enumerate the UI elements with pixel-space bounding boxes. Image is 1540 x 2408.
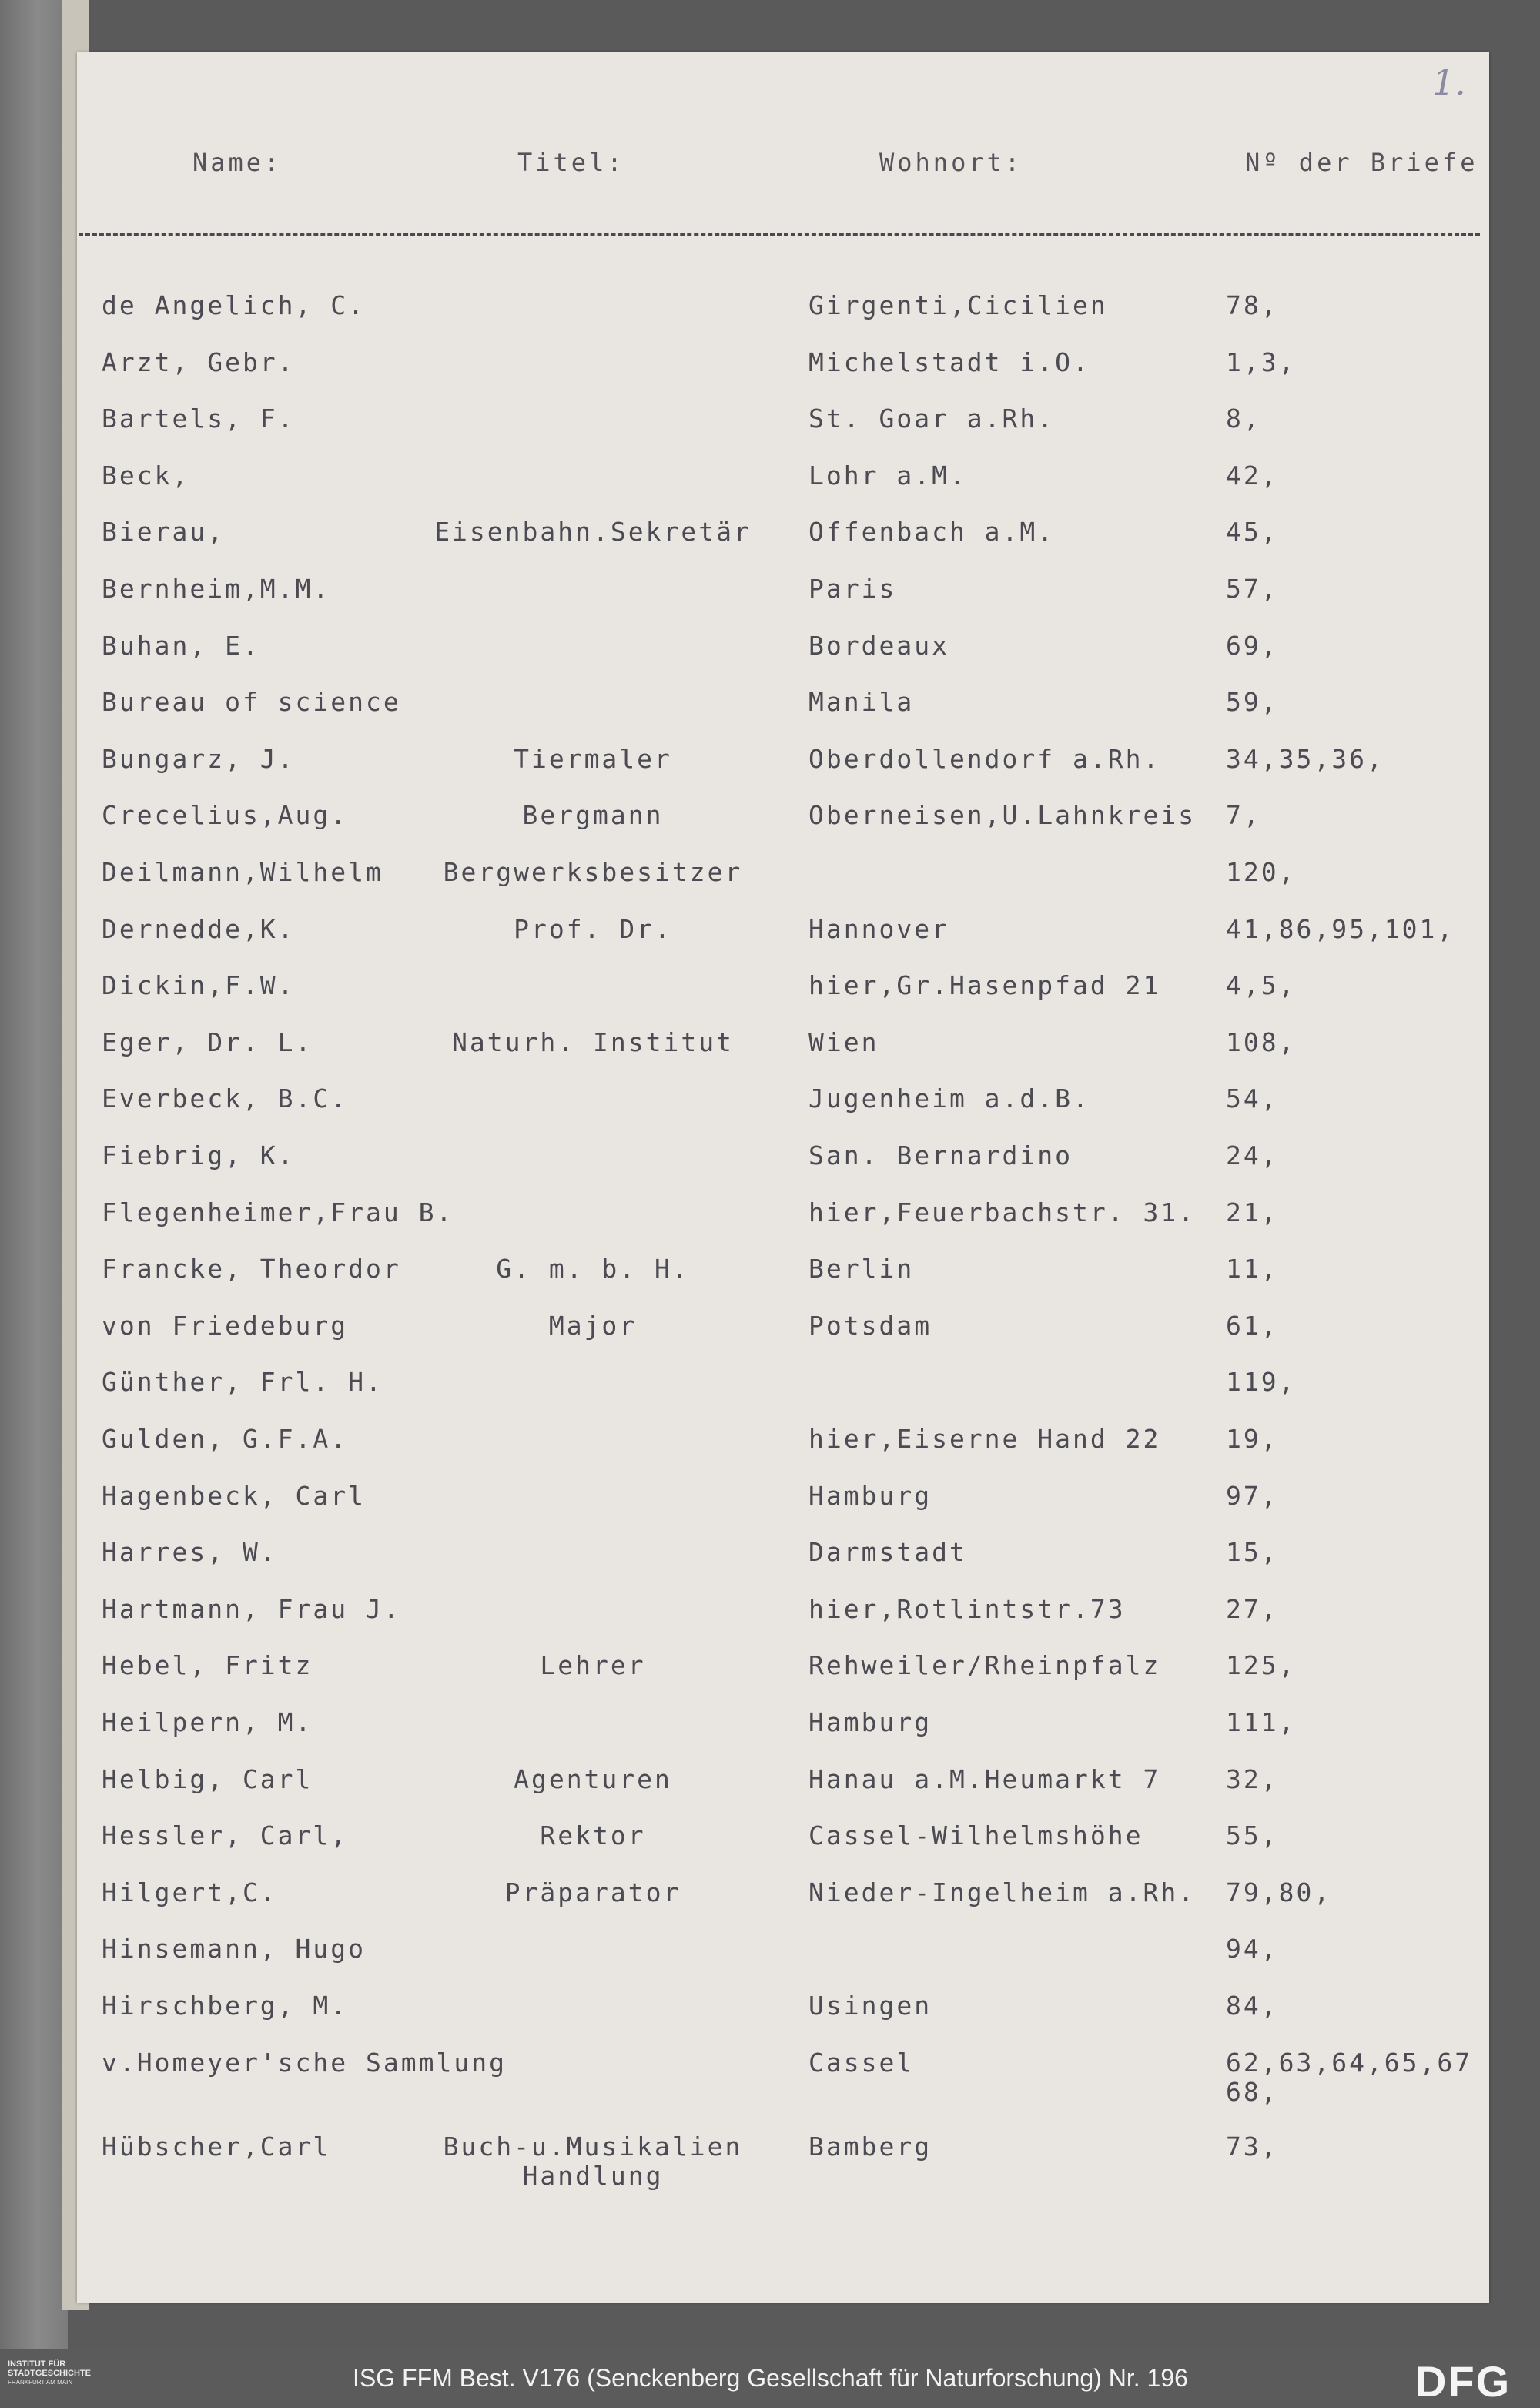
register-row — [0, 1991, 1540, 2048]
entry-name: Helbig, Carl — [102, 1764, 313, 1794]
header-rule — [79, 233, 1480, 236]
entry-letter-numbers: 78, — [1226, 290, 1279, 320]
entry-place: Offenbach a.M. — [808, 517, 1056, 547]
entry-place: Berlin — [808, 1254, 915, 1284]
entry-place: hier,Feuerbachstr. 31. — [808, 1197, 1197, 1227]
register-row — [0, 1595, 1540, 1652]
register-row — [0, 1765, 1540, 1822]
entry-place: Hamburg — [808, 1707, 932, 1737]
entry-place: Girgenti,Cicilien — [808, 290, 1108, 320]
entry-letter-numbers: 119, — [1226, 1367, 1297, 1397]
entry-place: Cassel-Wilhelmshöhe — [808, 1820, 1143, 1850]
entry-name: Crecelius,Aug. — [102, 800, 349, 830]
entry-name: Hessler, Carl, — [102, 1820, 349, 1850]
register-row — [0, 1934, 1540, 1991]
entry-place: Rehweiler/Rheinpfalz — [808, 1650, 1161, 1680]
entry-name: v.Homeyer'sche Sammlung — [102, 2048, 507, 2078]
register-row — [0, 745, 1540, 802]
entry-place: hier,Gr.Hasenpfad 21 — [808, 970, 1161, 1000]
entry-name: Buhan, E. — [102, 631, 260, 661]
entry-place: Wien — [808, 1027, 879, 1057]
register-row — [0, 1482, 1540, 1539]
entry-name: von Friedeburg — [102, 1311, 349, 1341]
entry-name: Deilmann,Wilhelm — [102, 857, 383, 887]
register-row — [0, 517, 1540, 574]
entry-place: Paris — [808, 574, 897, 604]
entry-name: Beck, — [102, 461, 190, 491]
header-name: Name: — [192, 148, 283, 177]
entry-place: Jugenheim a.d.B. — [808, 1083, 1090, 1114]
entry-place: hier,Rotlintstr.73 — [808, 1594, 1126, 1624]
entry-title: Bergmann — [522, 800, 664, 830]
page-number: 1. — [1432, 62, 1466, 103]
register-row — [0, 1198, 1540, 1255]
entry-place: Oberneisen,U.Lahnkreis — [808, 800, 1197, 830]
entry-place: Nieder-Ingelheim a.Rh. — [808, 1877, 1197, 1907]
entry-letter-numbers: 94, — [1226, 1934, 1279, 1964]
entry-name: Hagenbeck, Carl — [102, 1481, 367, 1511]
entry-name: de Angelich, C. — [102, 290, 367, 320]
register-row — [0, 1425, 1540, 1482]
register-row — [0, 915, 1540, 972]
register-row — [0, 858, 1540, 915]
entry-letter-numbers: 42, — [1226, 461, 1279, 491]
register-row — [0, 1651, 1540, 1708]
register-row — [0, 631, 1540, 688]
entry-place: Potsdam — [808, 1311, 932, 1341]
entry-letter-numbers: 69, — [1226, 631, 1279, 661]
entry-letter-numbers: 125, — [1226, 1650, 1297, 1680]
entry-place: Cassel — [808, 2048, 915, 2078]
register-row — [0, 348, 1540, 405]
entry-letter-numbers: 108, — [1226, 1027, 1297, 1057]
register-row — [0, 1368, 1540, 1425]
entry-name: Arzt, Gebr. — [102, 347, 296, 377]
entry-place: San. Bernardino — [808, 1140, 1073, 1171]
entry-place: Hannover — [808, 914, 949, 944]
logo-line: FRANKFURT AM MAIN — [8, 2379, 73, 2386]
logo-line: INSTITUT FÜR — [8, 2359, 66, 2369]
register-row — [0, 801, 1540, 858]
register-row — [0, 2132, 1540, 2189]
entry-title: Naturh. Institut — [452, 1027, 734, 1057]
entry-place: Manila — [808, 687, 915, 717]
register-row — [0, 971, 1540, 1028]
entry-letter-numbers: 45, — [1226, 517, 1279, 547]
entry-name: Heilpern, M. — [102, 1707, 313, 1737]
entry-title: Tiermaler — [514, 744, 672, 774]
entry-name: Everbeck, B.C. — [102, 1083, 349, 1114]
entry-letter-numbers: 7, — [1226, 800, 1261, 830]
entry-letter-numbers: 4,5, — [1226, 970, 1297, 1000]
entry-letter-numbers: 19, — [1226, 1424, 1279, 1454]
entry-name: Hebel, Fritz — [102, 1650, 313, 1680]
entry-title: Major — [548, 1311, 638, 1341]
entry-letter-numbers: 54, — [1226, 1083, 1279, 1114]
entry-title: Agenturen — [514, 1764, 672, 1794]
register-row — [0, 461, 1540, 518]
entry-name: Hilgert,C. — [102, 1877, 278, 1907]
register-row — [0, 2048, 1540, 2105]
register-row — [0, 574, 1540, 631]
entry-letter-numbers: 79,80, — [1226, 1877, 1332, 1907]
entry-place: St. Goar a.Rh. — [808, 404, 1056, 434]
entry-name: Bartels, F. — [102, 404, 296, 434]
entry-letter-numbers: 41,86,95,101, — [1226, 914, 1455, 944]
entry-letter-numbers: 24, — [1226, 1140, 1279, 1171]
entry-letter-numbers: 1,3, — [1226, 347, 1297, 377]
register-row — [0, 1708, 1540, 1765]
entry-place: Lohr a.M. — [808, 461, 967, 491]
register-row — [0, 404, 1540, 461]
entry-place: Darmstadt — [808, 1537, 967, 1567]
register-row — [0, 291, 1540, 348]
entry-name: Bierau, — [102, 517, 226, 547]
register-row — [0, 1028, 1540, 1085]
entry-name: Flegenheimer,Frau B. — [102, 1197, 454, 1227]
entry-title: Prof. Dr. — [514, 914, 672, 944]
entry-name: Bureau of science — [102, 687, 401, 717]
entry-letter-numbers: 59, — [1226, 687, 1279, 717]
entry-letter-numbers: 15, — [1226, 1537, 1279, 1567]
entry-name: Dickin,F.W. — [102, 970, 296, 1000]
register-row — [0, 1821, 1540, 1878]
entry-letter-numbers: 8, — [1226, 404, 1261, 434]
entry-letter-numbers: 61, — [1226, 1311, 1279, 1341]
entry-letter-numbers: 57, — [1226, 574, 1279, 604]
entry-letter-numbers: 21, — [1226, 1197, 1279, 1227]
entry-letter-numbers: 120, — [1226, 857, 1297, 887]
entry-name: Fiebrig, K. — [102, 1140, 296, 1171]
entry-name: Gulden, G.F.A. — [102, 1424, 349, 1454]
entry-name: Hirschberg, M. — [102, 1991, 349, 2021]
entry-letter-numbers: 111, — [1226, 1707, 1297, 1737]
entry-place: Michelstadt i.O. — [808, 347, 1090, 377]
entry-title: Eisenbahn.Sekretär — [434, 517, 752, 547]
register-row — [0, 688, 1540, 745]
entry-name: Hinsemann, Hugo — [102, 1934, 367, 1964]
isg-logo — [8, 2359, 91, 2387]
entry-name: Hartmann, Frau J. — [102, 1594, 401, 1624]
register-row — [0, 1254, 1540, 1311]
entry-title: G. m. b. H. — [496, 1254, 690, 1284]
entry-letter-numbers: 34,35,36, — [1226, 744, 1384, 774]
entry-place: Bamberg — [808, 2132, 932, 2162]
dfg-logo: DFG — [1415, 2357, 1512, 2406]
entry-name: Bungarz, J. — [102, 744, 296, 774]
footer-bar — [0, 2349, 1540, 2408]
register-row — [0, 1311, 1540, 1368]
entry-title: Präparator — [504, 1877, 681, 1907]
entry-letter-numbers: 73, — [1226, 2132, 1279, 2162]
entry-name: Günther, Frl. H. — [102, 1367, 383, 1397]
register-row — [0, 1141, 1540, 1198]
archive-caption: ISG FFM Best. V176 (Senckenberg Gesellschaft für Naturforschung) Nr. 196 — [353, 2364, 1188, 2392]
entry-title: Lehrer — [540, 1650, 646, 1680]
entry-title: Rektor — [540, 1820, 646, 1850]
entry-letter-numbers: 84, — [1226, 1991, 1279, 2021]
entry-name: Dernedde,K. — [102, 914, 296, 944]
header-letters: Nº der Briefe — [1245, 148, 1478, 177]
entry-letter-numbers: 32, — [1226, 1764, 1279, 1794]
entry-title: Buch-u.Musikalien Handlung — [443, 2132, 743, 2191]
entry-place: Hamburg — [808, 1481, 932, 1511]
entry-letter-numbers: 55, — [1226, 1820, 1279, 1850]
logo-line: STADTGESCHICHTE — [8, 2369, 91, 2378]
entry-title: Bergwerksbesitzer — [443, 857, 743, 887]
entry-name: Eger, Dr. L. — [102, 1027, 313, 1057]
register-row — [0, 1084, 1540, 1141]
entry-place: hier,Eiserne Hand 22 — [808, 1424, 1161, 1454]
register-row — [0, 1538, 1540, 1595]
entry-name: Francke, Theordor — [102, 1254, 401, 1284]
entry-place: Usingen — [808, 1991, 932, 2021]
entry-place: Hanau a.M.Heumarkt 7 — [808, 1764, 1161, 1794]
entry-name: Hübscher,Carl — [102, 2132, 331, 2162]
entry-name: Bernheim,M.M. — [102, 574, 331, 604]
entry-letter-numbers: 62,63,64,65,67 68, — [1226, 2048, 1473, 2107]
header-place: Wohnort: — [879, 148, 1023, 177]
entry-place: Oberdollendorf a.Rh. — [808, 744, 1161, 774]
entry-letter-numbers: 27, — [1226, 1594, 1279, 1624]
entry-letter-numbers: 97, — [1226, 1481, 1279, 1511]
entry-letter-numbers: 11, — [1226, 1254, 1279, 1284]
header-title: Titel: — [517, 148, 625, 177]
register-row — [0, 1878, 1540, 1935]
entry-name: Harres, W. — [102, 1537, 278, 1567]
entry-place: Bordeaux — [808, 631, 949, 661]
